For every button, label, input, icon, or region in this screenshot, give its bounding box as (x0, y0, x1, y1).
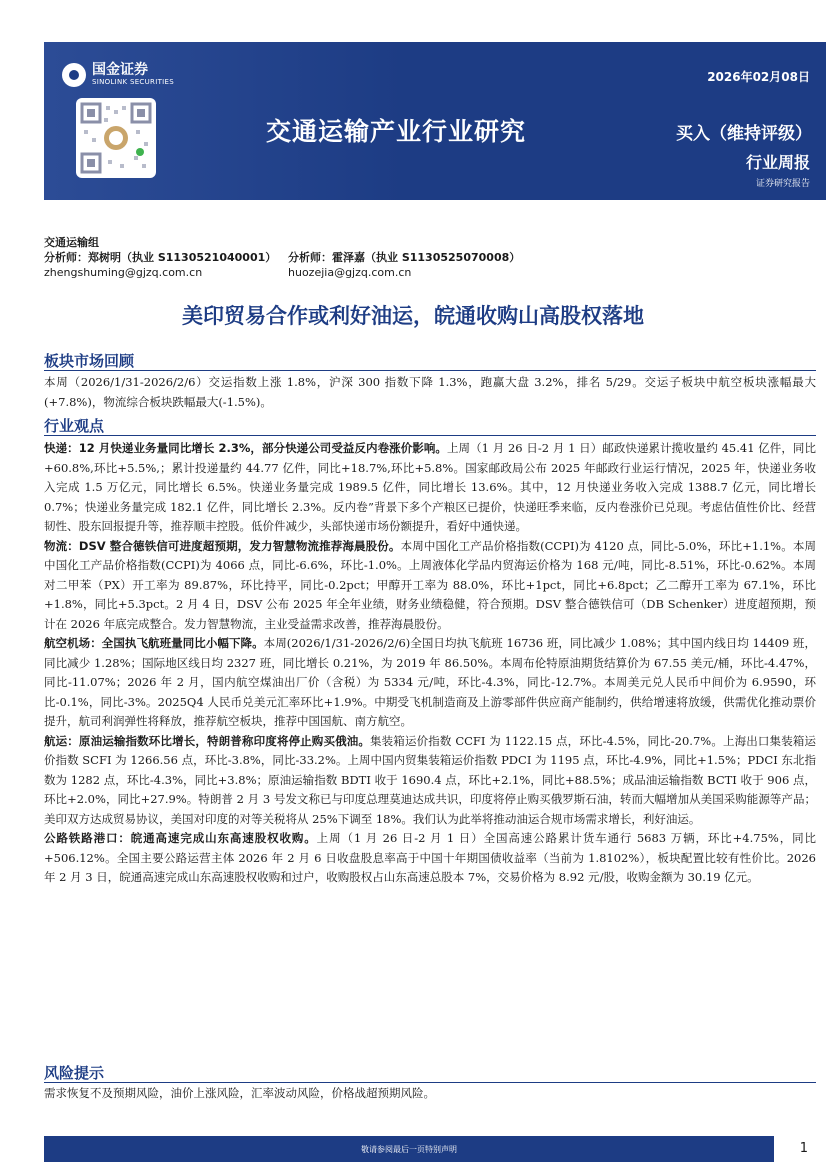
section-divider (44, 435, 816, 436)
shipping-lead: 航运：原油运输指数环比增长，特朗普称印度将停止购买俄油。 (44, 733, 371, 748)
footer-bar (44, 1136, 774, 1162)
page-number: 1 (799, 1141, 808, 1156)
road-text: 上周（1 月 26 日-2 月 1 日）全国高速公路累计货车通行 5683 万辆，环比+4.75%，同比+506.12%。全国主要公路运营主体 2026 年 2 月 6 日收盘股息率高于中国十年期国债收益率（当前为 1.8102%），板块配置比较有性价比。2026 年 2 月 3 日，皖通高速完成山东高速股权收购和过户，收购股权占山东高速总股本 7%，交易价格为 8.92 元/股，收购金额为 30.19 亿元。 (44, 831, 816, 884)
section-heading-market: 板块市场回顾 (44, 352, 135, 370)
analyst-line (44, 249, 521, 265)
report-title: 交通运输产业行业研究 (266, 117, 527, 146)
section-heading-risk: 风险提示 (44, 1064, 105, 1082)
logo-text-en: SINOLINK SECURITIES (92, 78, 174, 86)
footer-disclaimer: 敬请参阅最后一页特别声明 (361, 1144, 457, 1154)
report-series: 证券研究报告 (755, 179, 810, 189)
research-group: 交通运输组 (44, 236, 99, 249)
aviation-lead: 航空机场：全国执飞航班量同比小幅下降。 (44, 636, 264, 650)
logistics-text: 本周中国化工产品价格指数(CCPI)为 4120 点，同比-5.0%，环比+1.1%。本周中国化工产品价格指数(CCPI)为 4066 点，同比-6.6%，环比-1.0%。上周液体化学品内贸海运价格为 168 元/吨，同比-8.51%，环比-0.62%。本周对二甲苯（PX）开工率为 89.87%，环比持平，同比-0.2pct；甲醇开工率为 88.0%，环比+1pct，同比+6.8pct；乙二醇开工率为 67.1%，环比+1.8%，同比+5.3pct。2 月 4 日，DSV 公布 2025 年全年业绩，财务业绩稳健，符合预期。DSV 整合德铁信可（DB Schenker）进度超预期，预计在 2026 年底完成整合。发力智慧物流，主业受益需求改善，推荐海晨股份。 (44, 538, 816, 631)
express-text: 上周（1 月 26 日-2 月 1 日）邮政快递累计揽收量约 45.41 亿件，同比+60.8%,环比+5.5%,；累计投递量约 44.77 亿件，同比+18.7%,环比+5.8%。国家邮政局公布 2025 年邮政行业运行情况，2025 年，快递业务收入完成 1.5 万亿元，同比增长 6.5%。快递业务量完成 1989.5 亿件，同比增长 13.6%。其中，12 月快递业务收入完成 1388.7 亿元，同比增长 0.7%；快递业务量完成 182.1 亿件，同比增长 2.3%。反内卷”背景下多个产粮区已提价，快递旺季来临，反内卷涨价已兑现。考虑估值性价比、经营韧性、股东回报提升等，推荐顺丰控股。低价件减少，头部快递市场份额提升，看好中通快递。 (44, 441, 816, 533)
analyst-2: 分析师：霍泽嘉（执业 S1130525070008） (288, 251, 521, 264)
report-header (44, 42, 826, 200)
email-line (44, 266, 412, 279)
section-divider (44, 1082, 816, 1083)
report-date: 2026年02月08日 (707, 70, 810, 84)
sinolink-logo (62, 62, 174, 87)
main-headline: 美印贸易合作或利好油运，皖通收购山高股权落地 (182, 304, 644, 328)
express-paragraph (44, 439, 816, 537)
logo-text-cn: 国金证券 (92, 62, 148, 78)
shipping-paragraph (44, 732, 816, 830)
section-heading-views: 行业观点 (44, 417, 105, 435)
analyst-1: 分析师：郑树明（执业 S1130521040001） (44, 251, 277, 264)
risk-text: 需求恢复不及预期风险，油价上涨风险，汇率波动风险，价格战超预期风险。 (44, 1086, 435, 1100)
logistics-lead: 物流：DSV 整合德铁信可进度超预期，发力智慧物流推荐海晨股份。 (44, 538, 401, 553)
aviation-text: 本周(2026/1/31-2026/2/6)全国日均执飞航班 16736 班，同比减少 1.08%；其中国内线日均 14409 班，同比减少 1.28%；国际地区线日均 2327 班，同比增长 0.21%，为 2019 年 86.50%。本周布伦特原油期货结算价为 67.55 美元/桶，环比-4.47%，同比-11.07%；2026 年 2 月，国内航空煤油出厂价（含税）为 5334 元/吨，环比-4.3%，同比-12.7%。本周美元兑人民币中间价为 6.9590，环比-0.1%，同比-3%。2025Q4 人民币兑美元汇率环比+1.9%。中期受飞机制造商及上游零部件供应商产能制约，供给增速将放缓，供需优化推动票价提升，航司利润弹性将释放，推荐航空板块，推荐中国国航、南方航空。 (44, 636, 816, 728)
express-lead: 快递：12 月快递业务量同比增长 2.3%，部分快递公司受益反内卷涨价影响。 (44, 441, 447, 455)
road-lead: 公路铁路港口：皖通高速完成山东高速股权收购。 (44, 831, 317, 845)
market-review-text: 本周（2026/1/31-2026/2/6）交运指数上涨 1.8%，沪深 300 指数下降 1.3%，跑赢大盘 3.2%，排名 5/29。交运子板块中航空板块涨幅最大(+7.8%)，物流综合板块跌幅最大(-1.5%)。 (44, 375, 816, 409)
road-paragraph (44, 829, 816, 888)
logo-mark-icon (62, 63, 86, 87)
analyst-2-email[interactable]: huozejia@gjzq.com.cn (288, 266, 412, 279)
qr-code-icon (76, 98, 156, 178)
analyst-1-email[interactable]: zhengshuming@gjzq.com.cn (44, 266, 203, 279)
aviation-paragraph (44, 634, 816, 732)
section-divider (44, 370, 816, 371)
shipping-text: 集装箱运价指数 CCFI 为 1122.15 点，环比-4.5%，同比-20.7%。上海出口集装箱运价指数 SCFI 为 1266.56 点，环比-3.8%，同比-33.2%。上周中国内贸集装箱运价指数 PDCI 为 1195 点，环比-4.9%，同比+1.5%；PDCI 东北指数为 1282 点，环比-4.3%，同比+3.8%；原油运输指数 BDTI 收于 1690.4 点，环比+2.1%，同比+88.5%；成品油运输指数 BCTI 收于 906 点，环比+2.0%，同比+27.9%。特朗普 2 月 3 号发文称已与印度总理莫迪达成共识，印度将停止购买俄罗斯石油，转而大幅增加从美国采购能源等产品；美印双方达成贸易协议，美国对印度的对等关税将从 25%下调至 18%。我们认为此举将推动油运合规市场需求增长，利好油运。 (44, 733, 816, 826)
rating-label: 买入（维持评级） (676, 124, 812, 144)
logistics-paragraph (44, 537, 816, 635)
views-paragraphs (44, 439, 816, 888)
report-type: 行业周报 (745, 153, 810, 172)
